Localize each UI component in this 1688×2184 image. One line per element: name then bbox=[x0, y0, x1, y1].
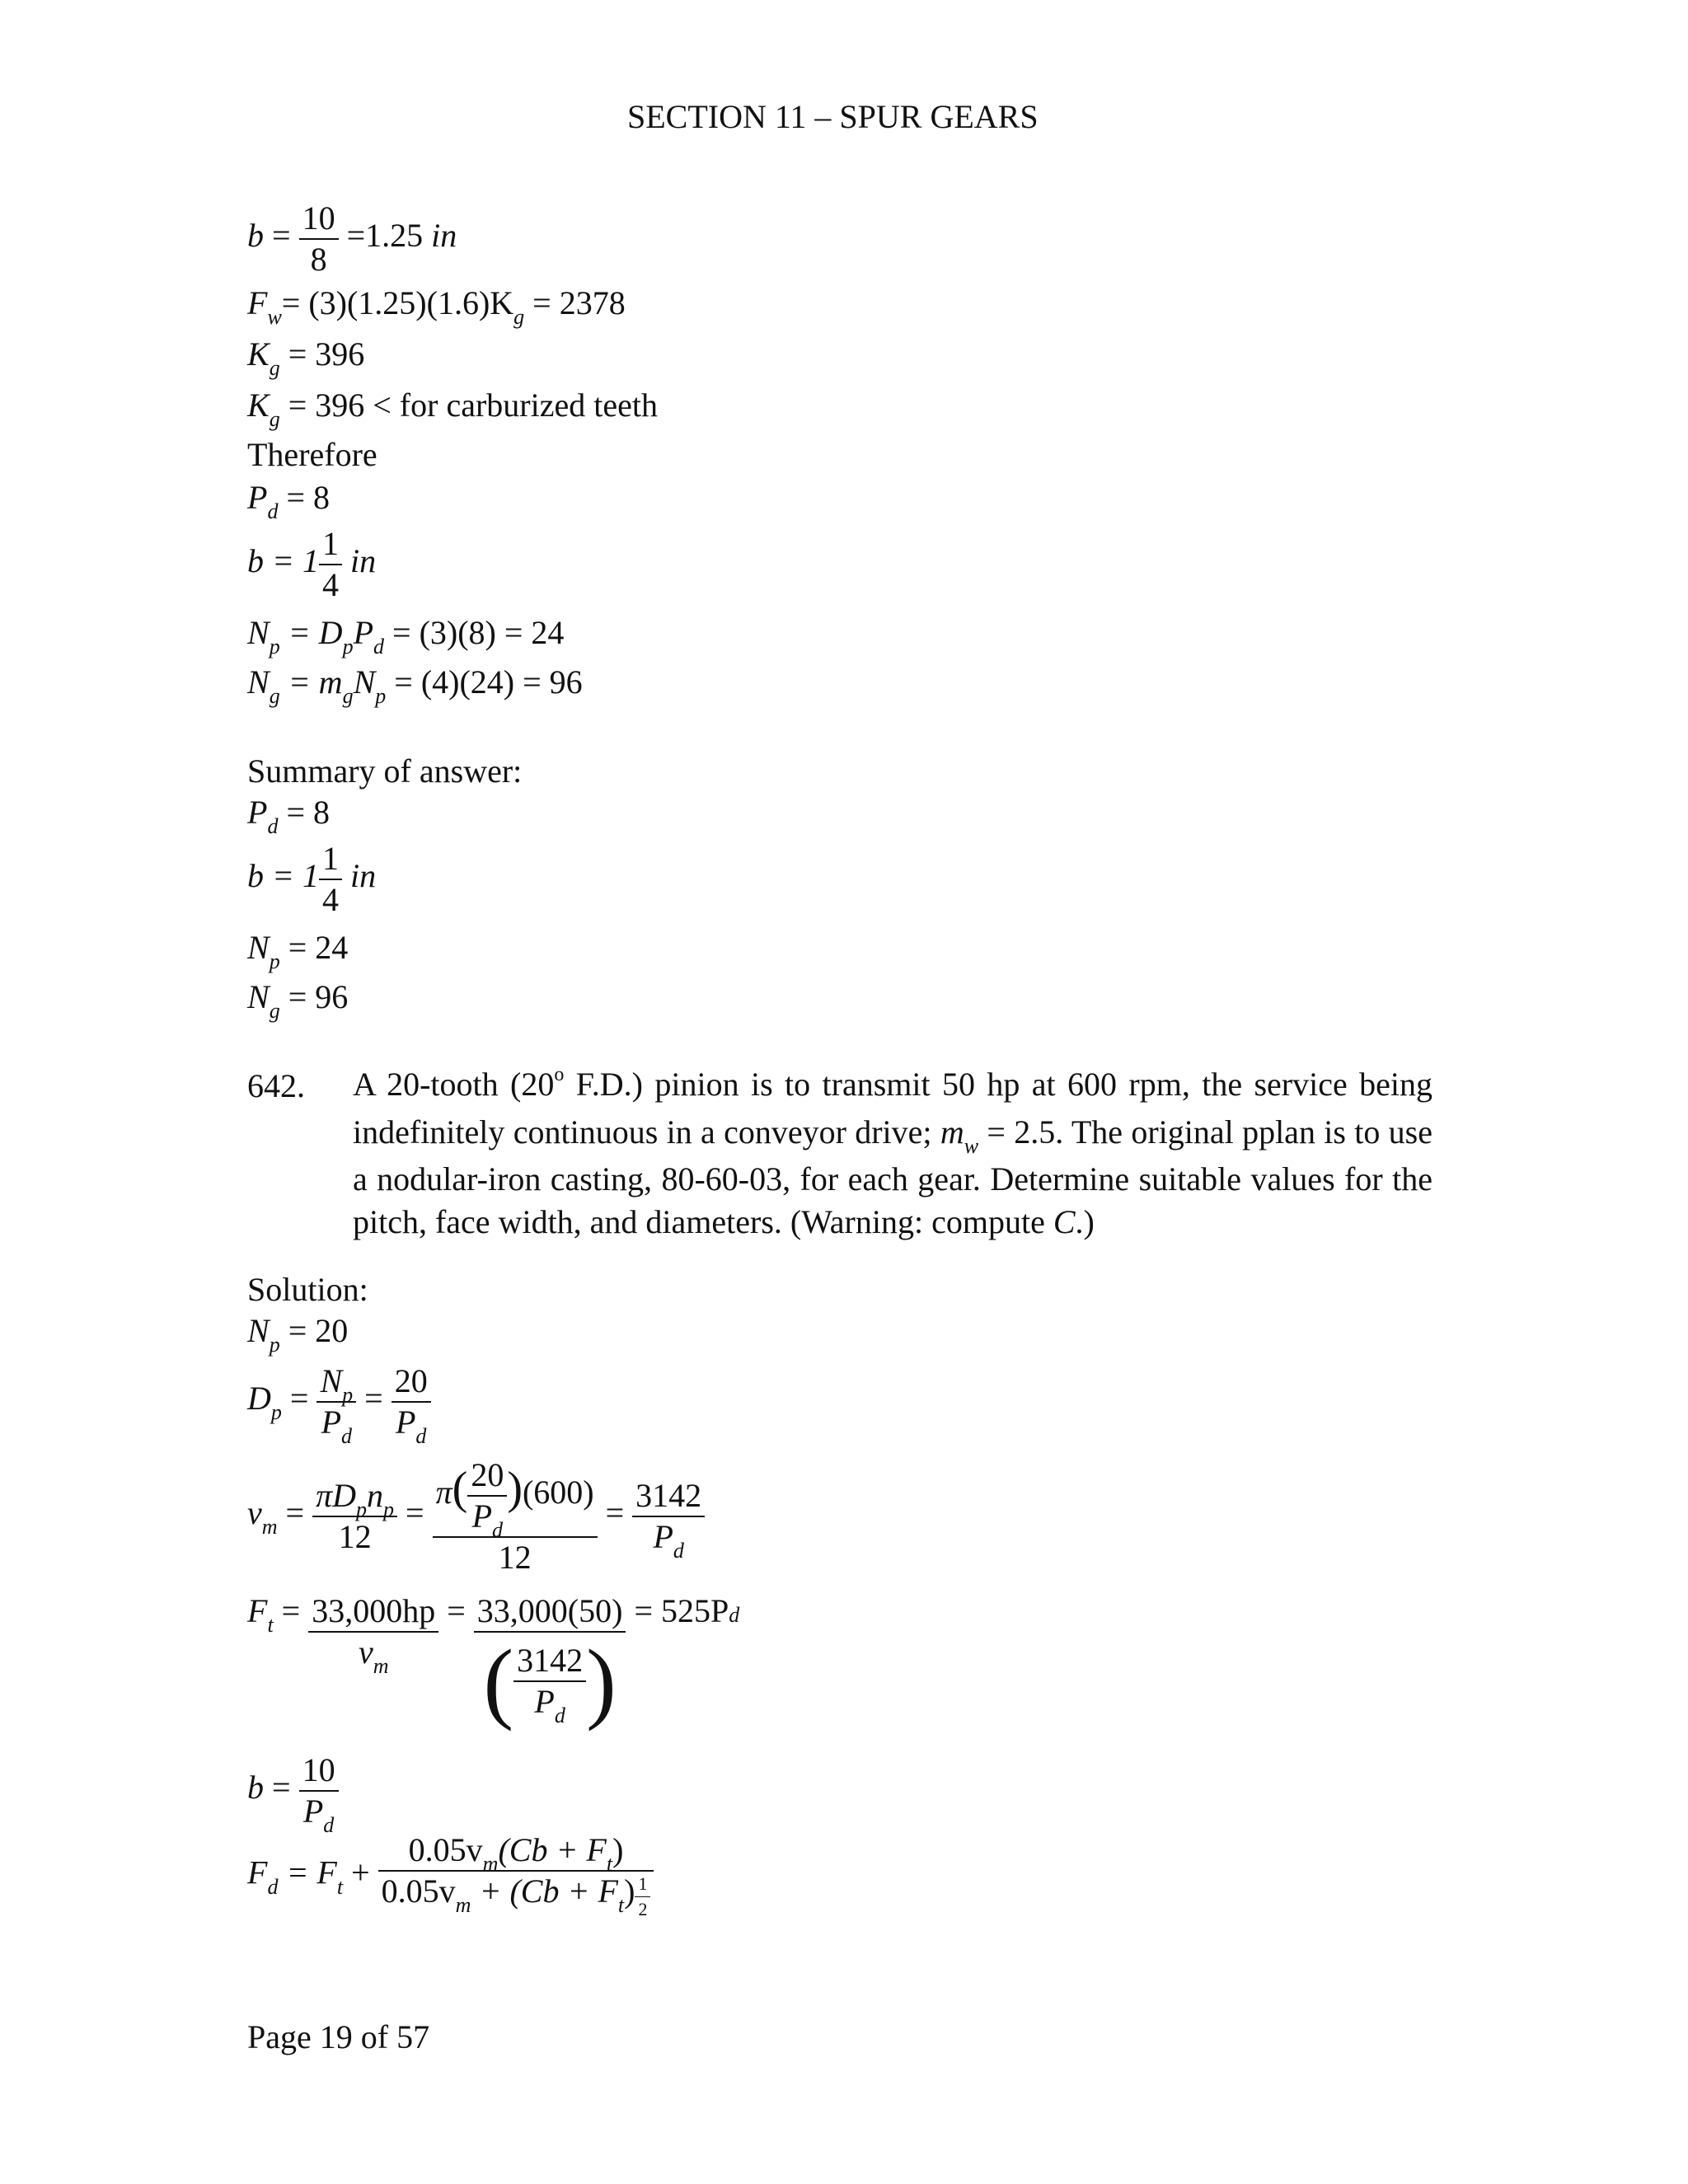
fraction-20-over-pd: $\frac{20}{P_d}$ bbox=[392, 1365, 431, 1439]
problem-statement: A 20-tooth (20$^o$ F.D.) pinion is to transmit 50 hp at 600 rpm, the service being indefinitely continuous in a conveyor drive; $m_w = 2.5$. The original pplan is to use a nodular-iron casting, 80-60-03, for each gear. Determine suitable values for the pitch, face width, and diameters. (Warning: compute C.) bbox=[353, 1064, 1432, 1240]
problem-number: 642. bbox=[247, 1067, 305, 1104]
solution-heading: Solution: bbox=[247, 1271, 368, 1308]
fraction-33000-50-over-vm: 33,000(50) ( $\frac{3142}{P_d}$ ) bbox=[474, 1595, 626, 1727]
eq-pd-8: $P_d = 8$ bbox=[247, 479, 330, 523]
fraction-33000hp-over-vm: $\frac{33,000hp}{v_m}$ bbox=[308, 1595, 438, 1669]
page-header: SECTION 11 – SPUR GEARS bbox=[627, 98, 1039, 135]
fraction-np-over-pd: $\frac{N_p}{P_d}$ bbox=[316, 1365, 356, 1439]
fraction-1-over-4: $\frac{1}{4}$ bbox=[319, 527, 342, 602]
fraction-10-over-8: $\frac{10}{8}$ bbox=[299, 202, 339, 276]
summary-np: $N_p = 24$ bbox=[247, 929, 349, 973]
fraction-20-over-pd: $\frac{20}{P_d}$ bbox=[467, 1459, 507, 1533]
therefore-label: Therefore bbox=[247, 436, 377, 473]
fraction-1-over-4: $\frac{1}{4}$ bbox=[319, 842, 342, 916]
eq-np: $N_p = D_pP_d = (3)(8) = 24$ bbox=[247, 614, 565, 658]
fraction-vm-expanded: π( $\frac{20}{P_d}$ )(600) 12 bbox=[433, 1459, 598, 1574]
summary-heading: Summary of answer: bbox=[247, 752, 523, 790]
solution-vm: $v_m$ = $\frac{\pi D_pn_p}{12}$ = π( $\frac{20}{P_d}$ )(600) 12 = $\frac{3142}{P_d}$ bbox=[247, 1459, 705, 1574]
summary-pd: $P_d = 8$ bbox=[247, 794, 330, 838]
fraction-3142-over-pd: $\frac{3142}{P_d}$ bbox=[632, 1479, 705, 1554]
eq-b-mixed: b = 1 $\frac{1}{4}$ in bbox=[247, 525, 377, 603]
solution-np: $N_p = 20$ bbox=[247, 1312, 349, 1357]
exponent-one-half: $\frac{1}{2}$ bbox=[635, 1875, 650, 1919]
eq-kg-396: $K_g = 396$ bbox=[247, 335, 365, 380]
eq-kg-carburized: $K_g = 396$ < for carburized teeth bbox=[247, 387, 658, 431]
eq-ng: $N_g = m_gN_p = (4)(24) = 96$ bbox=[247, 663, 583, 708]
fraction-10-over-pd: $\frac{10}{P_d}$ bbox=[299, 1754, 339, 1828]
solution-b: b = $\frac{10}{P_d}$ bbox=[247, 1754, 339, 1828]
solution-fd: $F_d = F_t$ + $0.05v_m(Cb + F_t)$ $0.05v_m + (Cb + F_t)$ $\frac{1}{2}$ bbox=[247, 1834, 654, 1919]
eq-b-width: b = $\frac{10}{8}$ =1.25 in bbox=[247, 199, 457, 278]
summary-ng: $N_g = 96$ bbox=[247, 978, 349, 1023]
fraction-3142-over-pd: $\frac{3142}{P_d}$ bbox=[513, 1644, 586, 1718]
summary-b: b = 1 $\frac{1}{4}$ in bbox=[247, 840, 377, 918]
fraction-pi-dp-np-over-12: $\frac{\pi D_pn_p}{12}$ bbox=[312, 1479, 397, 1554]
eq-fw: $F_w= (3)(1.25)(1.6)K_g = 2378$ bbox=[247, 284, 626, 329]
solution-dp: $D_p$ = $\frac{N_p}{P_d}$ = $\frac{20}{P_d}$ bbox=[247, 1365, 431, 1439]
page-number: Page 19 of 57 bbox=[247, 2018, 430, 2055]
solution-ft: $F_t$ = $\frac{33,000hp}{v_m}$ = 33,000(50) ( $\frac{3142}{P_d}$ ) = $525P^d$ bbox=[247, 1592, 740, 1732]
fraction-dynamic-load: $0.05v_m(Cb + F_t)$ $0.05v_m + (Cb + F_t)$ $\frac{1}{2}$ bbox=[378, 1834, 654, 1919]
